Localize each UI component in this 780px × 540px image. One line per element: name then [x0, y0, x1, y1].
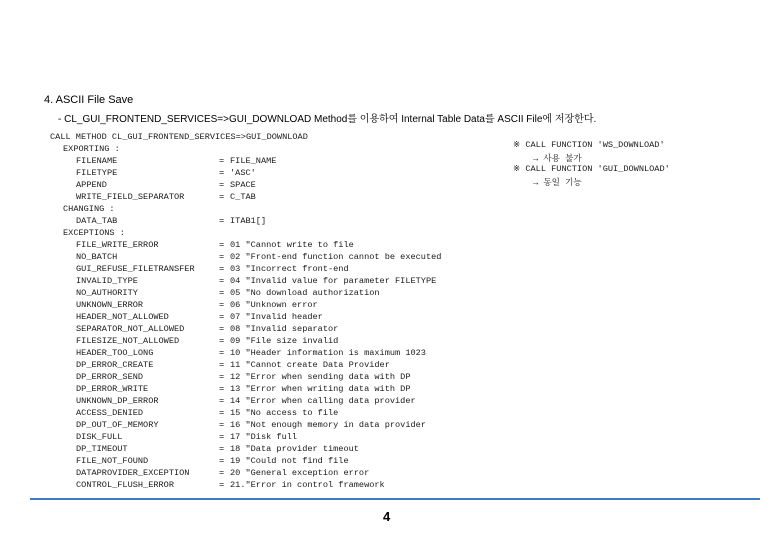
param-name: DATA_TAB — [76, 216, 118, 226]
param-equals: = — [219, 456, 225, 466]
param-equals: = — [219, 240, 225, 250]
section-description: - CL_GUI_FRONTEND_SERVICES=>GUI_DOWNLOAD Method를 이용하여 Internal Table Data를 ASCII File에 저장한다. — [58, 114, 597, 125]
param-value: 21."Error in control framework — [230, 480, 385, 490]
param-name: DP_ERROR_SEND — [76, 372, 144, 382]
code-changing-label: CHANGING : — [63, 204, 115, 214]
param-name: FILENAME — [76, 156, 118, 166]
param-name: UNKNOWN_ERROR — [76, 300, 144, 310]
param-equals: = — [219, 180, 225, 190]
param-name: DP_ERROR_WRITE — [76, 384, 149, 394]
param-value: 09 "File size invalid — [230, 336, 339, 346]
code-exceptions-label: EXCEPTIONS : — [63, 228, 125, 238]
param-value: 01 "Cannot write to file — [230, 240, 354, 250]
param-value: 07 "Invalid header — [230, 312, 323, 322]
param-value: SPACE — [230, 180, 256, 190]
param-value: 16 "Not enough memory in data provider — [230, 420, 426, 430]
footer-divider — [30, 498, 760, 500]
param-value: 17 "Disk full — [230, 432, 298, 442]
page-number: 4 — [383, 509, 391, 524]
note-line: → 사용 불가 — [533, 154, 582, 164]
param-name: HEADER_TOO_LONG — [76, 348, 154, 358]
param-equals: = — [219, 420, 225, 430]
param-value: 08 "Invalid separator — [230, 324, 339, 334]
param-value: C_TAB — [230, 192, 256, 202]
param-value: 03 "Incorrect front-end — [230, 264, 349, 274]
param-value: 14 "Error when calling data provider — [230, 396, 416, 406]
param-equals: = — [219, 324, 225, 334]
param-value: 10 "Header information is maximum 1023 — [230, 348, 426, 358]
param-value: 20 "General exception error — [230, 468, 370, 478]
param-name: ACCESS_DENIED — [76, 408, 144, 418]
param-value: 06 "Unknown error — [230, 300, 318, 310]
param-name: DP_ERROR_CREATE — [76, 360, 154, 370]
param-value: 04 "Invalid value for parameter FILETYPE — [230, 276, 437, 286]
param-name: CONTROL_FLUSH_ERROR — [76, 480, 174, 490]
param-equals: = — [219, 432, 225, 442]
param-equals: = — [219, 360, 225, 370]
param-value: 19 "Could not find file — [230, 456, 349, 466]
param-name: FILE_WRITE_ERROR — [76, 240, 159, 250]
param-value: 13 "Error when writing data with DP — [230, 384, 411, 394]
param-name: INVALID_TYPE — [76, 276, 138, 286]
param-equals: = — [219, 396, 225, 406]
param-name: NO_AUTHORITY — [76, 288, 138, 298]
param-equals: = — [219, 288, 225, 298]
param-equals: = — [219, 336, 225, 346]
param-name: GUI_REFUSE_FILETRANSFER — [76, 264, 195, 274]
param-name: WRITE_FIELD_SEPARATOR — [76, 192, 185, 202]
param-name: FILESIZE_NOT_ALLOWED — [76, 336, 180, 346]
param-value: 11 "Cannot create Data Provider — [230, 360, 390, 370]
param-equals: = — [219, 252, 225, 262]
param-equals: = — [219, 192, 225, 202]
param-value: 05 "No download authorization — [230, 288, 380, 298]
param-value: 18 "Data provider timeout — [230, 444, 359, 454]
param-value: 02 "Front-end function cannot be executed — [230, 252, 442, 262]
notes-panel — [513, 140, 670, 188]
param-equals: = — [219, 372, 225, 382]
param-equals: = — [219, 444, 225, 454]
param-value: 15 "No access to file — [230, 408, 339, 418]
param-value: 'ASC' — [230, 168, 256, 178]
param-name: SEPARATOR_NOT_ALLOWED — [76, 324, 185, 334]
code-call-line: CALL METHOD CL_GUI_FRONTEND_SERVICES=>GUI_DOWNLOAD — [50, 132, 308, 142]
param-value: 12 "Error when sending data with DP — [230, 372, 411, 382]
param-value: FILE_NAME — [230, 156, 277, 166]
param-name: NO_BATCH — [76, 252, 118, 262]
param-name: DP_OUT_OF_MEMORY — [76, 420, 159, 430]
param-name: UNKNOWN_DP_ERROR — [76, 396, 159, 406]
param-equals: = — [219, 216, 225, 226]
param-name: DISK_FULL — [76, 432, 123, 442]
param-value: ITAB1[] — [230, 216, 267, 226]
param-name: HEADER_NOT_ALLOWED — [76, 312, 169, 322]
param-name: DP_TIMEOUT — [76, 444, 128, 454]
section-heading: 4. ASCII File Save — [44, 94, 134, 106]
param-equals: = — [219, 156, 225, 166]
param-equals: = — [219, 264, 225, 274]
note-line: ※ CALL FUNCTION 'GUI_DOWNLOAD' — [513, 164, 670, 174]
param-name: APPEND — [76, 180, 107, 190]
param-equals: = — [219, 480, 225, 490]
param-equals: = — [219, 312, 225, 322]
param-name: FILETYPE — [76, 168, 118, 178]
code-exporting-label: EXPORTING : — [63, 144, 120, 154]
param-equals: = — [219, 348, 225, 358]
param-equals: = — [219, 300, 225, 310]
note-line: → 동일 기능 — [533, 178, 582, 188]
note-line: ※ CALL FUNCTION 'WS_DOWNLOAD' — [513, 140, 665, 150]
param-equals: = — [219, 276, 225, 286]
param-equals: = — [219, 468, 225, 478]
param-equals: = — [219, 408, 225, 418]
param-equals: = — [219, 168, 225, 178]
param-name: FILE_NOT_FOUND — [76, 456, 149, 466]
param-equals: = — [219, 384, 225, 394]
param-name: DATAPROVIDER_EXCEPTION — [76, 468, 190, 478]
